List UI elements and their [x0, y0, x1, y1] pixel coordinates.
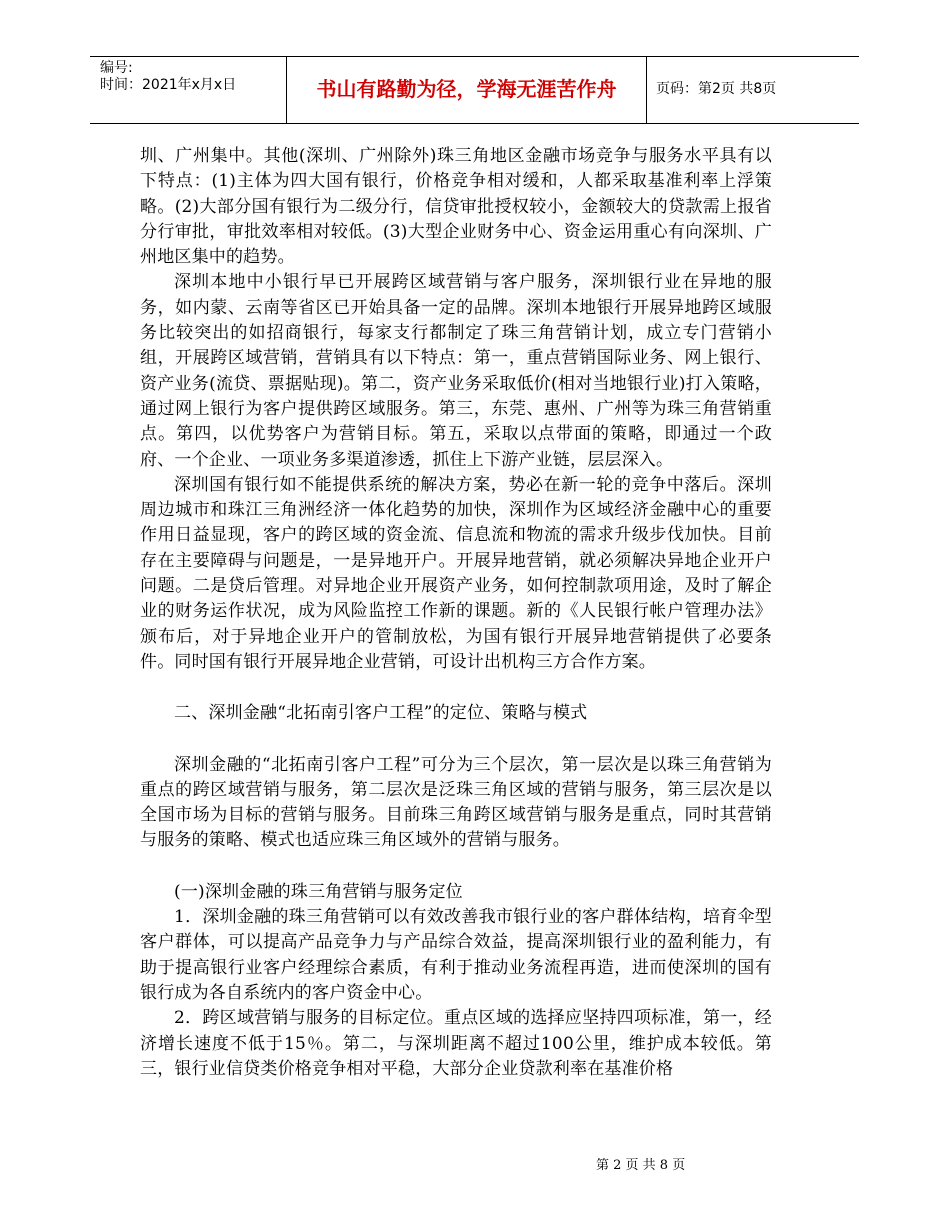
spacer	[140, 675, 772, 701]
spacer	[140, 727, 772, 753]
time-label: 时间：2021年x月x日	[100, 77, 237, 93]
paragraph: 深圳金融的“北拓南引客户工程”可分为三个层次，第一层次是以珠三角营销为重点的跨区域营销与服务，第二层次是泛珠三角区域的营销与服务，第三层次是以全国市场为目标的营销与服务。目前珠三角跨区域营销与服务是重点，同时其营销与服务的策略、模式也适应珠三角区域外的营销与服务。	[140, 754, 772, 851]
header-divider	[646, 57, 647, 123]
paragraph: 圳、广州集中。其他(深圳、广州除外)珠三角地区金融市场竞争与服务水平具有以下特点：(1)主体为四大国有银行，价格竞争相对缓和，人都采取基准利率上浮策略。(2)大部分国有银行为二级分行，信贷审批授权较小，金额较大的贷款需上报省分行审批，审批效率相对较低。(3)大型企业财务中心、资金运用重心有向深圳、广州地区集中的趋势。	[140, 146, 772, 268]
paragraph: 深圳国有银行如不能提供系统的解决方案，势必在新一轮的竞争中落后。深圳周边城市和珠江三角洲经济一体化趋势的加快，深圳作为区域经济金融中心的重要作用日益显现，客户的跨区域的资金流、信息流和物流的需求升级步伐加快。目前存在主要障碍与问题是，一是异地开户。开展异地营销，就必须解决异地企业开户问题。二是贷后管理。对异地企业开展资产业务，如何控制款项用途，及时了解企业的财务运作状况，成为风险监控工作新的课题。新的《人民银行帐户管理办法》颁布后，对于异地企业开户的管制放松，为国有银行开展异地营销提供了必要条件。同时国有银行开展异地企业营销，可设计出机构三方合作方案。	[140, 474, 772, 672]
paragraph: 2．跨区域营销与服务的目标定位。重点区域的选择应坚持四项标准，第一，经济增长速度不低于15％。第二，与深圳距离不超过100公里，维护成本较低。第三，银行业信贷类价格竞争相对平稳，大部分企业贷款利率在基准价格	[140, 1008, 772, 1079]
page-header	[90, 56, 859, 124]
header-meta	[100, 60, 236, 94]
paragraph: 深圳本地中小银行早已开展跨区域营销与客户服务，深圳银行业在异地的服务，如内蒙、云南等省区已开始具备一定的品牌。深圳本地银行开展异地跨区域服务比较突出的如招商银行，每家支行都制定了珠三角营销计划，成立专门营销小组，开展跨区域营销，营销具有以下特点：第一，重点营销国际业务、网上银行、资产业务(流贷、票据贴现)。第二，资产业务采取低价(相对当地银行业)打入策略，通过网上银行为客户提供跨区域服务。第三，东莞、惠州、广州等为珠三角营销重点。第四，以优势客户为营销目标。第五，采取以点带面的策略，即通过一个政府、一个企业、一项业务多渠道渗透，抓住上下游产业链，层层深入。	[140, 272, 772, 470]
spacer	[140, 854, 772, 880]
page-footer: 第 2 页 共 8 页	[596, 1158, 686, 1173]
paragraph: 1．深圳金融的珠三角营销可以有效改善我市银行业的客户群体结构，培育伞型客户群体，可以提高产品竞争力与产品综合效益，提高深圳银行业的盈利能力，有助于提高银行业客户经理综合素质，有利于推动业务流程再造，进而使深圳的国有银行成为各自系统内的客户资金中心。	[140, 907, 772, 1003]
header-page-info: 页码：第2页 共8页	[656, 81, 777, 97]
subsection-heading: (一)深圳金融的珠三角营销与服务定位	[174, 881, 463, 902]
section-heading: 二、深圳金融“北拓南引客户工程”的定位、策略与模式	[174, 703, 588, 724]
document-body	[140, 144, 772, 1082]
doc-number-label: 编号:	[100, 60, 133, 76]
header-motto: 书山有路勤为径，学海无涯苦作舟	[316, 77, 617, 101]
